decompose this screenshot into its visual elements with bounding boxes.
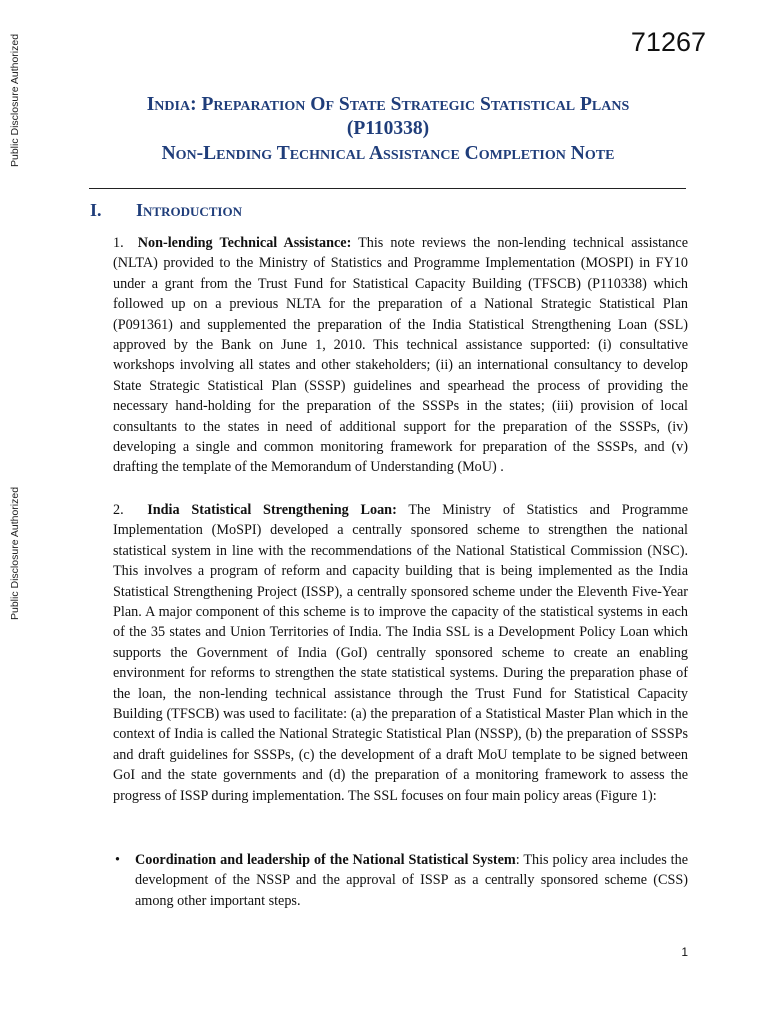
disclosure-label-top: Public Disclosure Authorized — [9, 33, 21, 167]
paragraph-lead: India Statistical Strengthening Loan: — [147, 502, 397, 518]
title-line-3: Non-Lending Technical Assistance Completion Note — [161, 143, 615, 164]
paragraph-1 — [113, 233, 688, 478]
paragraph-number: 1. — [113, 235, 124, 251]
title-divider — [89, 188, 686, 189]
paragraph-number: 2. — [113, 502, 124, 518]
bullet-item — [113, 850, 688, 911]
title-line-1: India: Preparation Of State Strategic Statistical Plans — [146, 94, 630, 115]
document-number: 71267 — [630, 27, 706, 57]
bullet-icon: • — [115, 852, 120, 868]
section-title: Introduction — [136, 200, 242, 220]
bullet-text: : This policy area includes the development of the NSSP and the approval of ISSP as a centrally sponsored scheme (CSS) among other important steps. — [135, 852, 688, 909]
paragraph-text: This note reviews the non-lending technical assistance (NLTA) provided to the Ministry of Statistics and Programme Implementation (MOSPI) in FY10 under a grant from the Trust Fund for Statistical Capacity Building (TFSCB) (P110338) which followed up on a previous NLTA for the preparation of a National Strategic Statistical Plan (P091361) and supplemented the preparation of the India Statistical Strengthening Loan (SSL) approved by the Bank on June 1, 2010. This technical assistance supported: (i) consultative workshops involving all states and other stakeholders; (ii) an international consultancy to develop State Strategic Statistical Plan (SSSP) guidelines and spearhead the process of providing the necessary hand-holding for the preparation of the SSSPs in the states; (iii) provision of local consultants to the states in need of additional support for the preparation of the SSSPs, (iv) developing a single and common monitoring framework for preparation of the SSSPs, and (v) drafting the template of the Memorandum of Understanding (MoU) . — [113, 235, 688, 476]
title-line-2: (P110338) — [346, 118, 430, 139]
paragraph-lead: Non-lending Technical Assistance: — [137, 235, 352, 251]
bullet-text-block — [135, 850, 688, 911]
disclosure-label-middle: Public Disclosure Authorized — [9, 486, 21, 620]
paragraph-2 — [113, 500, 688, 806]
paragraph-text: The Ministry of Statistics and Programme Implementation (MoSPI) developed a centrally sponsored scheme to strengthen the national statistical system in line with the recommendations of the National Statistical Commission (NSC). This involves a program of reform and capacity building that is being implemented as the India Statistical Strengthening Project (ISSP), a centrally sponsored scheme under the Eleventh Five-Year Plan. A major component of this scheme is to improve the capacity of the statistical systems in each of the 35 states and Union Territories of India. The India SSL is a Development Policy Loan which supports the Government of India (GoI) centrally sponsored scheme to create an enabling environment for reforms to strengthen the state statistical systems. During the preparation phase of the loan, the non-lending technical assistance through the Trust Fund for Statistical Capacity Building (TFSCB) was used to facilitate: (a) the preparation of a Statistical Master Plan which in the context of India is called the National Strategic Statistical Plan (NSSP), (b) the preparation of SSSPs and draft guidelines for SSSPs, (c) the development of a draft MoU template to be signed between GoI and the state governments and (d) the preparation of a monitoring framework to assess the progress of ISSP during implementation. The SSL focuses on four main policy areas (Figure 1): — [113, 502, 688, 804]
section-heading — [90, 200, 242, 221]
section-number: I. — [90, 200, 102, 220]
page-number: 1 — [681, 945, 688, 959]
bullet-lead: Coordination and leadership of the National Statistical System — [135, 852, 516, 868]
